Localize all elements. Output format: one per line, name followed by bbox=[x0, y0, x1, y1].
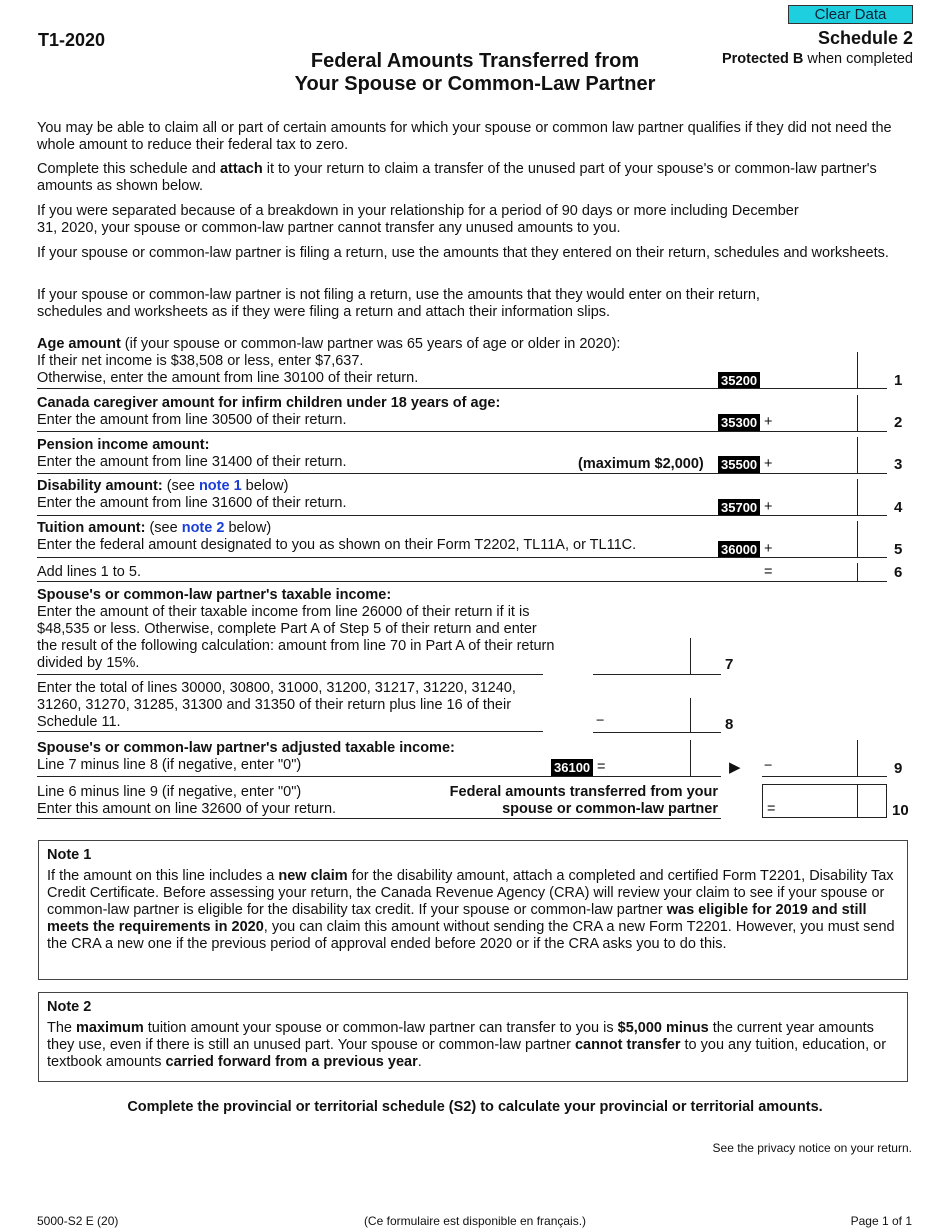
divider bbox=[37, 388, 887, 389]
line-9-amount-input[interactable] bbox=[608, 742, 688, 776]
page-number: Page 1 of 1 bbox=[850, 1214, 912, 1228]
line-code-35500: 35500 bbox=[718, 456, 760, 473]
divider bbox=[37, 431, 887, 432]
cents-divider bbox=[857, 563, 858, 581]
line-5-text: below) bbox=[224, 520, 272, 536]
note-2-text bbox=[47, 1020, 899, 1071]
protected-label bbox=[722, 51, 913, 67]
note-bold: new claim bbox=[278, 868, 348, 884]
cents-divider bbox=[857, 784, 858, 818]
cents-divider bbox=[857, 395, 858, 431]
line-4-text: (see bbox=[162, 478, 199, 494]
maximum-note: (maximum $2,000) bbox=[578, 456, 704, 472]
line-8-label: Enter the total of lines 30000, 30800, 31000, 31200, 31217, 31220, 31240, 31260, 31270, 31285, 31300 and 31350 of their return plus line 16 of their Schedule 11. bbox=[37, 680, 516, 730]
french-availability: (Ce formulaire est disponible en français.) bbox=[363, 1214, 587, 1228]
line-number-4: 4 bbox=[894, 499, 903, 516]
protected-b: Protected B bbox=[721, 51, 804, 67]
line-1-text-3: Otherwise, enter the amount from line 30100 of their return. bbox=[37, 370, 419, 386]
plus-sign: + bbox=[764, 499, 773, 515]
divider bbox=[37, 557, 887, 558]
provincial-instruction: Complete the provincial or territorial schedule (S2) to calculate your provincial or territorial amounts. bbox=[127, 1099, 823, 1115]
note-1-link[interactable]: note 1 bbox=[198, 478, 242, 494]
line-number-8: 8 bbox=[725, 716, 734, 733]
minus-sign: − bbox=[596, 713, 605, 729]
note-text: If the amount on this line includes a bbox=[47, 868, 279, 884]
intro-paragraph-3: If you were separated because of a breakdown in your relationship for a period of 90 days or more including December 31, 2020, your spouse or common-law partner cannot transfer any unused amounts to you. bbox=[37, 203, 799, 236]
privacy-notice: See the privacy notice on your return. bbox=[712, 1141, 912, 1155]
line-10-text-2: Enter this amount on line 32600 of your return. bbox=[37, 801, 337, 817]
line-code-35200: 35200 bbox=[718, 372, 760, 389]
line-10-text-1: Line 6 minus line 9 (if negative, enter "0") bbox=[37, 784, 302, 800]
cents-divider bbox=[690, 740, 691, 776]
note-bold: $5,000 minus bbox=[617, 1020, 709, 1036]
line-6-label: Add lines 1 to 5. bbox=[37, 564, 141, 580]
form-id: T1-2020 bbox=[38, 30, 106, 50]
line-7-title: Spouse's or common-law partner's taxable income: bbox=[37, 587, 392, 603]
divider bbox=[37, 473, 887, 474]
plus-sign: + bbox=[764, 541, 773, 557]
line-number-6: 6 bbox=[894, 564, 903, 581]
note-2-link[interactable]: note 2 bbox=[181, 520, 225, 536]
line-number-7: 7 bbox=[725, 656, 734, 673]
line-4-title: Disability amount: bbox=[37, 478, 163, 494]
note-1-box bbox=[38, 840, 908, 980]
title-line-2: Your Spouse or Common-Law Partner bbox=[294, 73, 656, 95]
line-code-35700: 35700 bbox=[718, 499, 760, 516]
line-10-label bbox=[37, 784, 437, 818]
schedule-label: Schedule 2 bbox=[817, 28, 913, 48]
note-bold: cannot transfer bbox=[574, 1037, 681, 1053]
arrow-right-icon: ▶ bbox=[729, 759, 741, 776]
title-line-1: Federal Amounts Transferred from bbox=[310, 50, 640, 72]
line-7-text: Enter the amount of their taxable income from line 26000 of their return if it is $48,535 or less. Otherwise, complete Part A of Step 5 of their return and enter the result of the following calculation: amount from line 70 in Part A of their return divided by 15%. bbox=[37, 604, 555, 671]
line-7-label bbox=[37, 587, 557, 672]
line-4-text-2: Enter the amount from line 31600 of their return. bbox=[37, 495, 347, 511]
divider bbox=[37, 776, 721, 777]
line-10-title-1: Federal amounts transferred from your bbox=[449, 784, 718, 800]
line-3-amount-input[interactable] bbox=[775, 438, 860, 472]
equals-sign: = bbox=[764, 564, 773, 580]
line-3-title: Pension income amount: bbox=[37, 437, 210, 453]
divider bbox=[593, 732, 721, 733]
line-10-total-input[interactable] bbox=[762, 784, 887, 818]
note-text: tuition amount your spouse or common-law partner can transfer to you is bbox=[143, 1020, 618, 1036]
cents-divider bbox=[857, 521, 858, 557]
line-10-title-2: spouse or common-law partner bbox=[502, 801, 718, 817]
line-code-35300: 35300 bbox=[718, 414, 760, 431]
line-code-36000: 36000 bbox=[718, 541, 760, 558]
divider bbox=[762, 776, 887, 777]
note-text: the current year amounts they use, even if there is still an unused part. Your spouse or common-law partner bbox=[47, 1020, 874, 1053]
divider bbox=[37, 674, 543, 675]
line-number-2: 2 bbox=[894, 414, 903, 431]
line-5-text: (see bbox=[145, 520, 182, 536]
divider bbox=[37, 515, 887, 516]
note-2-box bbox=[38, 992, 908, 1082]
line-3-text: Enter the amount from line 31400 of their return. bbox=[37, 454, 347, 470]
note-1-title: Note 1 bbox=[47, 847, 92, 863]
cents-divider bbox=[857, 740, 858, 776]
line-9-result-input[interactable] bbox=[775, 742, 860, 776]
intro-paragraph-5: If your spouse or common-law partner is not filing a return, use the amounts that they would enter on their return, schedules and worksheets as if they were filing a return and attach their information slips. bbox=[37, 287, 760, 320]
line-2-title: Canada caregiver amount for infirm children under 18 years of age: bbox=[37, 395, 501, 411]
line-8-amount-input[interactable] bbox=[608, 698, 688, 730]
divider bbox=[593, 674, 721, 675]
note-text: for the disability amount, attach a completed and certified Form T2201, Disability Tax Credit Certificate. Before assessing your return, the Canada Revenue Agency (CRA) will review your claim to see if your spouse or common-law partner is eligible for the disability tax credit. If your spouse or common-law partner bbox=[47, 868, 894, 918]
line-9-label bbox=[37, 740, 557, 774]
intro-paragraph-4: If your spouse or common-law partner is filing a return, use the amounts that they entered on their return, schedules and worksheets. bbox=[37, 245, 889, 261]
line-1-text-2: If their net income is $38,508 or less, enter $7,637. bbox=[37, 353, 364, 369]
divider bbox=[37, 731, 543, 732]
line-number-1: 1 bbox=[894, 372, 903, 389]
line-7-amount-input[interactable] bbox=[594, 640, 689, 674]
line-number-9: 9 bbox=[894, 760, 903, 777]
cents-divider bbox=[690, 638, 691, 674]
note-bold: carried forward from a previous year bbox=[165, 1054, 418, 1070]
line-1-label bbox=[37, 336, 737, 387]
line-9-text: Line 7 minus line 8 (if negative, enter "0") bbox=[37, 757, 302, 773]
line-1-title: Age amount bbox=[37, 336, 121, 352]
note-text: The bbox=[47, 1020, 77, 1036]
line-4-amount-input[interactable] bbox=[775, 480, 860, 514]
line-4-text: below) bbox=[241, 478, 289, 494]
clear-data-button[interactable]: Clear Data bbox=[788, 5, 913, 24]
intro-bold: attach bbox=[219, 161, 263, 177]
line-2-label bbox=[37, 395, 717, 429]
cents-divider bbox=[857, 437, 858, 473]
line-number-3: 3 bbox=[894, 456, 903, 473]
line-2-amount-input[interactable] bbox=[775, 396, 860, 430]
note-text: , you can claim this amount without sending the CRA a new Form T2201. However, you must send the CRA a new one if the previous period of approval ended before 2020 or if the CRA asks you to do this. bbox=[47, 919, 895, 952]
divider bbox=[37, 581, 887, 582]
line-2-text: Enter the amount from line 30500 of their return. bbox=[37, 412, 347, 428]
line-1-amount-input[interactable] bbox=[745, 352, 862, 388]
line-number-5: 5 bbox=[894, 541, 903, 558]
line-9-title: Spouse's or common-law partner's adjusted taxable income: bbox=[37, 740, 455, 756]
line-5-title: Tuition amount: bbox=[37, 520, 146, 536]
protected-rest: when completed bbox=[803, 51, 913, 67]
line-5-text-2: Enter the federal amount designated to you as shown on their Form T2202, TL11A, or TL11C. bbox=[37, 537, 637, 553]
form-code: 5000-S2 E (20) bbox=[37, 1214, 119, 1228]
plus-sign: + bbox=[764, 414, 773, 430]
intro-text: Complete this schedule and bbox=[37, 161, 220, 177]
cents-divider bbox=[857, 479, 858, 515]
line-1-text: (if your spouse or common-law partner was 65 years of age or older in 2020): bbox=[120, 336, 621, 352]
plus-sign: + bbox=[764, 456, 773, 472]
note-text: to you any tuition, education, or textbook amounts bbox=[47, 1037, 887, 1070]
intro-paragraph-1: You may be able to claim all or part of certain amounts for which your spouse or common law partner qualifies if they did not need the whole amount to reduce their federal tax to zero. bbox=[37, 120, 892, 153]
intro-text: it to your return to claim a transfer of the unused part of your spouse's or common-law partner's amounts as shown below. bbox=[37, 161, 877, 194]
cents-divider bbox=[857, 352, 858, 388]
cents-divider bbox=[690, 698, 691, 732]
line-5-amount-input[interactable] bbox=[775, 522, 860, 556]
note-bold: was eligible for 2019 and still meets the requirements in 2020 bbox=[47, 902, 867, 935]
minus-sign: − bbox=[764, 758, 773, 774]
line-6-amount-input[interactable] bbox=[775, 563, 860, 580]
line-3-label bbox=[37, 437, 597, 471]
note-text: . bbox=[417, 1054, 422, 1070]
divider bbox=[37, 818, 721, 819]
equals-sign: = bbox=[767, 801, 776, 817]
note-bold: maximum bbox=[76, 1020, 144, 1036]
note-1-text bbox=[47, 868, 899, 953]
line-5-label bbox=[37, 520, 717, 554]
line-number-10: 10 bbox=[892, 802, 909, 819]
intro-paragraph-2 bbox=[37, 161, 897, 195]
line-10-title bbox=[400, 784, 718, 818]
note-2-title: Note 2 bbox=[47, 999, 92, 1015]
line-code-36100: 36100 bbox=[551, 759, 593, 776]
page-title bbox=[230, 50, 720, 96]
line-4-label bbox=[37, 478, 717, 512]
equals-sign: = bbox=[597, 759, 606, 775]
